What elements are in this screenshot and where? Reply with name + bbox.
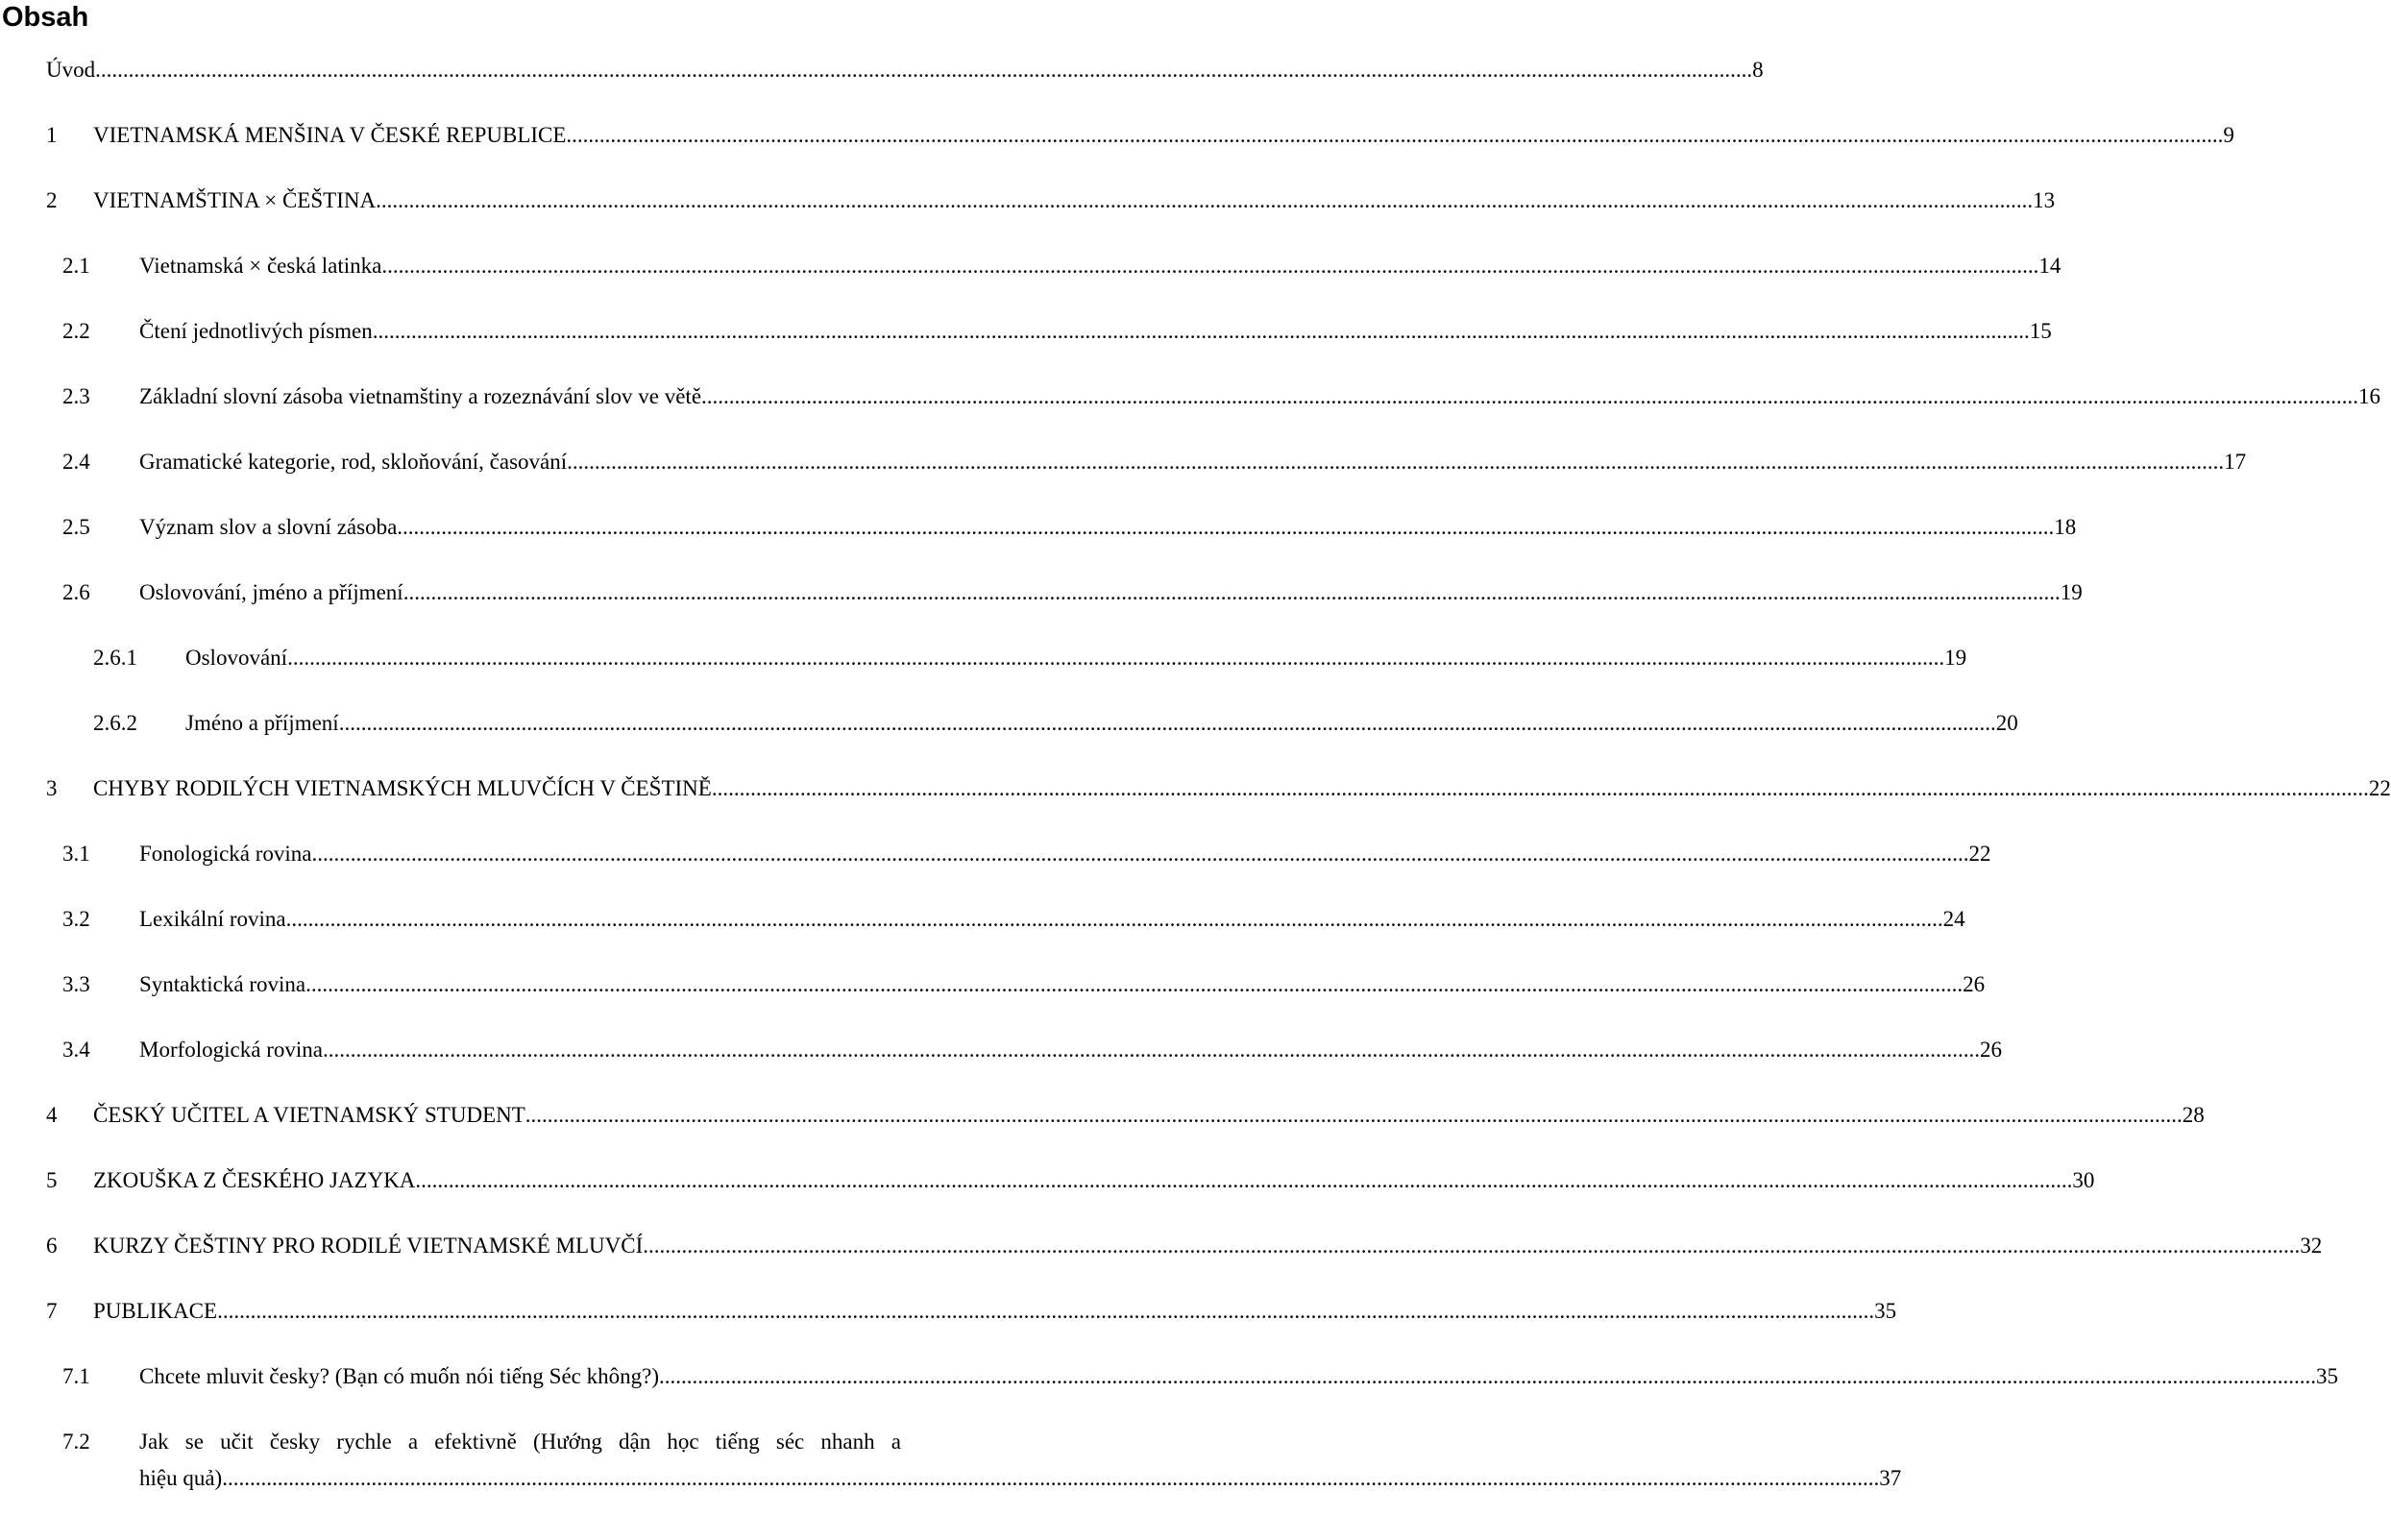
toc-entry-page: 19	[2060, 580, 2083, 604]
toc-entry[interactable]	[0, 317, 2052, 346]
toc-entry-page: 8	[1752, 58, 1764, 82]
dot-leader: ............................................................................................................................................................................................................................................................................................................	[525, 1103, 2183, 1127]
toc-entry-label: Syntaktická rovina	[139, 972, 306, 996]
toc-entry-page: 14	[2038, 254, 2062, 278]
toc-entry-page: 13	[2033, 188, 2056, 212]
toc-entry-label: Vietnamská × česká latinka	[139, 254, 382, 278]
toc-entry-label: VIETNAMSKÁ MENŠINA V ČESKÉ REPUBLICE	[93, 123, 567, 147]
toc-entry[interactable]	[0, 774, 2391, 803]
toc-entry-page: 26	[1963, 972, 1986, 996]
toc-entry-page: 19	[1944, 646, 1967, 670]
toc-entry-page: 20	[1995, 711, 2018, 735]
toc-entry-number: 7	[46, 1299, 58, 1323]
dot-leader: ............................................................................................................................................................................................................................................................................................................	[403, 580, 2061, 604]
toc-entry-label: Lexikální rovina	[139, 907, 286, 931]
toc-entry-number: 2.3	[62, 384, 90, 408]
toc-entry-page: 30	[2072, 1168, 2095, 1192]
toc-entry-page: 16	[2358, 384, 2381, 408]
toc-entry[interactable]	[0, 578, 2083, 607]
toc-entry-page: 28	[2182, 1103, 2205, 1127]
toc-entry-number: 2.1	[62, 254, 90, 278]
toc-entry-number: 6	[46, 1234, 58, 1258]
toc-entry-number: 2	[46, 188, 58, 212]
toc-entry-number: 2.4	[62, 450, 90, 474]
toc-entry-label: VIETNAMŠTINA × ČEŠTINA	[93, 188, 377, 212]
toc-entry-number: 3.3	[62, 972, 90, 996]
toc-entry-number: 2.2	[62, 319, 90, 343]
toc-entry[interactable]	[0, 1297, 1897, 1326]
toc-entry-number: 3.4	[62, 1038, 90, 1062]
toc-entry-label: Jak se učit česky rychle a efektivně (Hướng dận học tiếng séc nhanh a	[139, 1430, 901, 1454]
dot-leader: ............................................................................................................................................................................................................................................................................................................	[659, 1364, 2317, 1388]
toc-entry-page: 15	[2029, 319, 2052, 343]
toc-entry[interactable]	[0, 709, 2018, 738]
page-title: Obsah	[2, 2, 89, 33]
toc-entry[interactable]	[0, 1166, 2095, 1195]
toc-entry[interactable]	[0, 1232, 2323, 1260]
toc-entry-number: 3.1	[62, 842, 90, 866]
toc-entry-number: 4	[46, 1103, 58, 1127]
toc-entry-number: 3	[46, 776, 58, 800]
toc-entry[interactable]	[0, 513, 2077, 542]
toc-entry-label: Fonologická rovina	[139, 842, 312, 866]
toc-entry-label: Chcete mluvit česky? (Bạn có muốn nói tiếng Séc không?)	[139, 1364, 660, 1388]
toc-entry-label: ZKOUŠKA Z ČESKÉHO JAZYKA	[93, 1168, 416, 1192]
toc-entry-label: Jméno a příjmení	[185, 711, 339, 735]
dot-leader: ............................................................................................................................................................................................................................................................................................................	[376, 188, 2034, 212]
dot-leader: ............................................................................................................................................................................................................................................................................................................	[566, 123, 2224, 147]
toc-entry[interactable]	[0, 1036, 2002, 1064]
dot-leader: ............................................................................................................................................................................................................................................................................................................	[643, 1234, 2301, 1258]
dot-leader: ............................................................................................................................................................................................................................................................................................................	[222, 1466, 1880, 1490]
dot-leader: ............................................................................................................................................................................................................................................................................................................	[701, 384, 2359, 408]
dot-leader: ............................................................................................................................................................................................................................................................................................................	[397, 515, 2055, 539]
toc-entry-number: 7.2	[62, 1430, 90, 1454]
toc-entry-page: 22	[2368, 776, 2391, 800]
toc-entry-label: Gramatické kategorie, rod, skloňování, časování	[139, 450, 568, 474]
toc-entry-number: 2.6	[62, 580, 90, 604]
toc-entry-number: 2.5	[62, 515, 90, 539]
toc-entry-page: 18	[2054, 515, 2077, 539]
dot-leader: ............................................................................................................................................................................................................................................................................................................	[285, 907, 1943, 931]
dot-leader: ............................................................................................................................................................................................................................................................................................................	[322, 1038, 1980, 1062]
toc-entry-page: 24	[1942, 907, 1965, 931]
toc-entry[interactable]	[0, 56, 1764, 85]
toc-entry[interactable]	[0, 1101, 2205, 1130]
toc-entry-label: PUBLIKACE	[93, 1299, 218, 1323]
toc-entry-number: 7.1	[62, 1364, 90, 1388]
toc-entry[interactable]	[0, 252, 2062, 281]
toc-entry-page: 9	[2223, 123, 2234, 147]
toc-entry[interactable]	[0, 382, 2381, 411]
toc-entry-page: 17	[2224, 450, 2247, 474]
toc-entry-label: ČESKÝ UČITEL A VIETNAMSKÝ STUDENT	[93, 1103, 525, 1127]
toc-entry-number: 5	[46, 1168, 58, 1192]
toc-entry-label: KURZY ČEŠTINY PRO RODILÉ VIETNAMSKÉ MLUVČÍ	[93, 1234, 644, 1258]
toc-entry-number: 2.6.2	[93, 711, 137, 735]
dot-leader: ............................................................................................................................................................................................................................................................................................................	[711, 776, 2369, 800]
toc-entry[interactable]	[0, 448, 2247, 477]
toc-entry[interactable]	[0, 186, 2056, 215]
toc-entry-label: CHYBY RODILÝCH VIETNAMSKÝCH MLUVČÍCH V ČEŠTINĚ	[93, 776, 712, 800]
dot-leader: ............................................................................................................................................................................................................................................................................................................	[567, 450, 2225, 474]
toc-entry[interactable]	[0, 905, 1965, 934]
dot-leader: ............................................................................................................................................................................................................................................................................................................	[305, 972, 1964, 996]
toc-entry-label: Morfologická rovina	[139, 1038, 323, 1062]
toc-entry-number: 3.2	[62, 907, 90, 931]
toc-entry-label: Úvod	[46, 58, 96, 82]
dot-leader: ............................................................................................................................................................................................................................................................................................................	[217, 1299, 1875, 1323]
dot-leader: ............................................................................................................................................................................................................................................................................................................	[381, 254, 2039, 278]
toc-entry[interactable]	[0, 970, 1986, 999]
toc-entry-label: Význam slov a slovní zásoba	[139, 515, 398, 539]
toc-entry[interactable]	[0, 644, 1967, 672]
toc-entry-label: Základní slovní zásoba vietnamštiny a rozeznávání slov ve větě	[139, 384, 702, 408]
toc-entry-page: 22	[1968, 842, 1991, 866]
toc-entry-label: Oslovování, jméno a příjmení	[139, 580, 403, 604]
toc-entry-label: Oslovování	[185, 646, 288, 670]
toc-entry-page: 32	[2300, 1234, 2323, 1258]
toc-entry-page: 26	[1979, 1038, 2002, 1062]
dot-leader: ............................................................................................................................................................................................................................................................................................................	[338, 711, 1996, 735]
toc-entry[interactable]	[0, 121, 2234, 150]
toc-entry[interactable]	[0, 840, 1991, 868]
toc-entry[interactable]	[0, 1362, 2339, 1391]
toc-entry-number: 2.6.1	[93, 646, 137, 670]
toc-entry-page: 35	[1874, 1299, 1897, 1323]
dot-leader: ............................................................................................................................................................................................................................................................................................................	[287, 646, 1945, 670]
dot-leader: ............................................................................................................................................................................................................................................................................................................	[95, 58, 1753, 82]
dot-leader: ............................................................................................................................................................................................................................................................................................................	[415, 1168, 2073, 1192]
toc-entry-number: 1	[46, 123, 58, 147]
toc-entry-page: 35	[2316, 1364, 2339, 1388]
toc-entry-page: 37	[1879, 1466, 1902, 1490]
toc-entry-label-continued: hiệu quả)	[139, 1466, 223, 1490]
toc-entry[interactable]	[0, 1428, 1902, 1493]
dot-leader: ............................................................................................................................................................................................................................................................................................................	[372, 319, 2030, 343]
toc-entry-label: Čtení jednotlivých písmen	[139, 319, 373, 343]
dot-leader: ............................................................................................................................................................................................................................................................................................................	[311, 842, 1969, 866]
